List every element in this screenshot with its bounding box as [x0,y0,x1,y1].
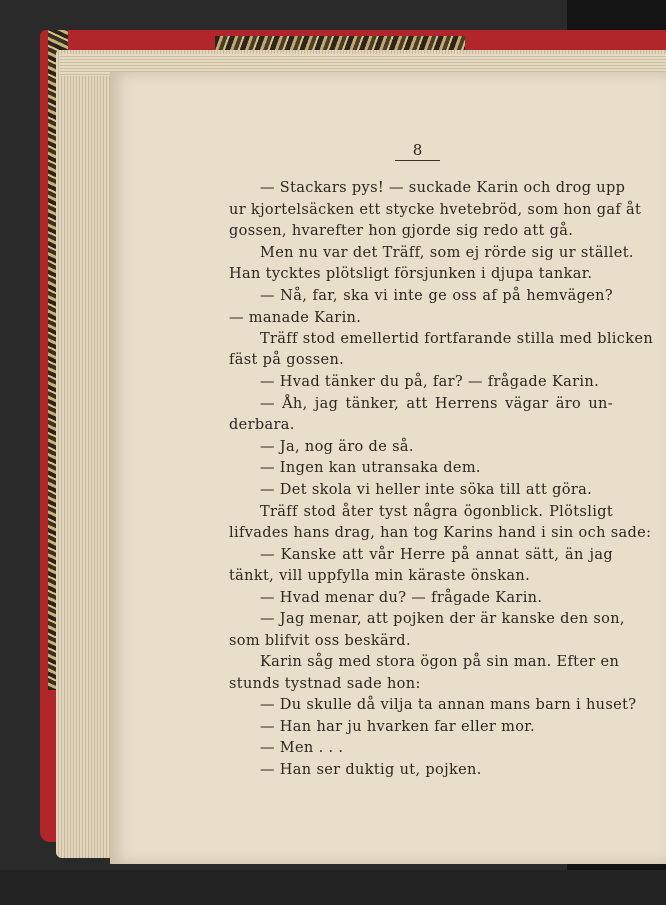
text-line: — Kanske att vår Herre på annat sätt, än jag [260,547,613,563]
text-line: — Det skola vi heller inte söka till att göra. [260,482,593,498]
text-line: — Du skulle då vilja ta annan mans barn i huset? [260,697,637,713]
text-line: — Han har ju hvarken far eller mor. [260,719,535,735]
text-line: Träff stod åter tyst några ögonblick. Plötsligt [260,504,613,520]
text-line: derbara. [229,417,295,433]
text-line: — Men . . . [260,740,344,756]
text-line: Karin såg med stora ögon på sin man. Efter en [260,654,620,670]
text-line: Träff stod emellertid fortfarande stilla med blicken [260,331,654,347]
text-line: — manade Karin. [229,310,362,326]
text-line: fäst på gossen. [229,352,345,368]
text-line: — Stackars pys! — suckade Karin och drog upp [260,180,626,196]
scan-bottom-strip [0,870,666,905]
text-line: — Hvad menar du? — frågade Karin. [260,590,543,606]
text-line: gossen, hvarefter hon gjorde sig redo att gå. [229,223,574,239]
text-line: tänkt, vill uppfylla min käraste önskan. [229,568,531,584]
text-line: ur kjortelsäcken ett stycke hvetebröd, som hon gaf åt [229,202,642,218]
text-line: lifvades hans drag, han tog Karins hand i sin och sade: [229,525,652,541]
text-line: — Ja, nog äro de så. [260,439,414,455]
text-line: stunds tystnad sade hon: [229,676,421,692]
text-line: — Åh, jag tänker, att Herrens vägar äro un- [260,396,613,412]
text-line: — Ingen kan utransaka dem. [260,460,481,476]
text-line: — Jag menar, att pojken der är kanske den son, [260,611,625,627]
text-line: — Hvad tänker du på, far? — frågade Karin. [260,374,600,390]
marbled-endpaper [215,36,465,50]
text-line: som blifvit oss beskärd. [229,633,411,649]
text-line: Men nu var det Träff, som ej rörde sig ur stället. [260,245,634,261]
page-number: 8 [395,141,440,161]
text-line: Han tycktes plötsligt försjunken i djupa tankar. [229,266,593,282]
text-line: — Han ser duktig ut, pojken. [260,762,482,778]
text-line: — Nå, far, ska vi inte ge oss af på hemvägen? [260,288,613,304]
